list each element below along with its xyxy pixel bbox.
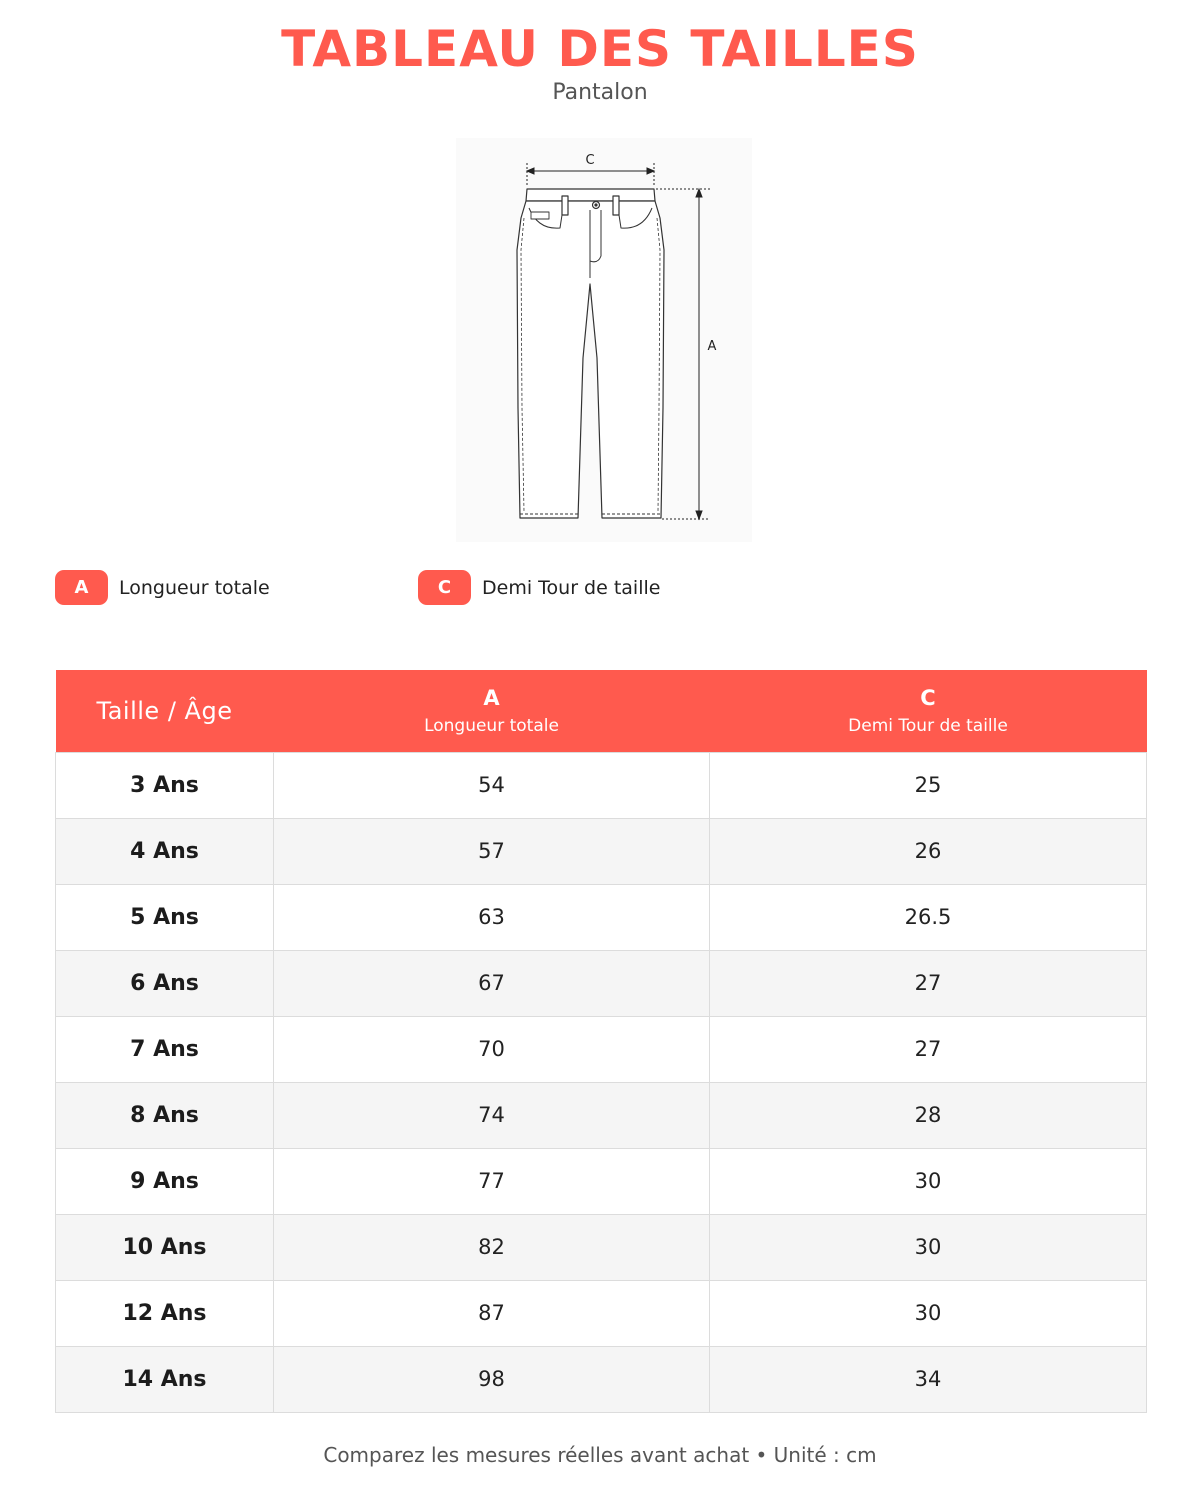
header-size-age: Taille / Âge (96, 696, 233, 725)
cell-size: 7 Ans (56, 1016, 274, 1082)
header-col-c-letter: C (920, 685, 936, 710)
table-row (56, 1214, 1147, 1280)
table-row (56, 1280, 1147, 1346)
page-title: TABLEAU DES TAILLES (281, 20, 919, 78)
size-table (55, 670, 1147, 1413)
cell-a: 98 (274, 1346, 710, 1412)
cell-c: 30 (710, 1148, 1147, 1214)
cell-size: 8 Ans (56, 1082, 274, 1148)
cell-a: 87 (274, 1280, 710, 1346)
footer-note: Comparez les mesures réelles avant achat • Unité : cm (323, 1443, 877, 1467)
cell-c: 34 (710, 1346, 1147, 1412)
table-row (56, 1148, 1147, 1214)
legend-badge-c: C (418, 570, 471, 605)
cell-a: 67 (274, 950, 710, 1016)
cell-size: 4 Ans (56, 818, 274, 884)
diagram-label-a: A (707, 339, 717, 354)
cell-c: 30 (710, 1280, 1147, 1346)
legend-label-a: Longueur totale (119, 576, 270, 599)
cell-c: 26 (710, 818, 1147, 884)
cell-size: 5 Ans (56, 884, 274, 950)
table-row (56, 950, 1147, 1016)
header-col-c-label: Demi Tour de taille (848, 715, 1008, 736)
cell-a: 74 (274, 1082, 710, 1148)
page-subtitle: Pantalon (552, 80, 648, 105)
pants-diagram (456, 138, 752, 542)
header-col-a (274, 670, 710, 752)
cell-size: 6 Ans (56, 950, 274, 1016)
header-col-a-label: Longueur totale (424, 715, 559, 736)
cell-c: 26.5 (710, 884, 1147, 950)
table-row (56, 752, 1147, 818)
table-row (56, 1346, 1147, 1412)
cell-a: 82 (274, 1214, 710, 1280)
cell-a: 57 (274, 818, 710, 884)
cell-size: 10 Ans (56, 1214, 274, 1280)
cell-size: 9 Ans (56, 1148, 274, 1214)
cell-a: 54 (274, 752, 710, 818)
header-col-c (710, 670, 1147, 752)
cell-size: 3 Ans (56, 752, 274, 818)
legend-badge-a: A (55, 570, 108, 605)
cell-a: 77 (274, 1148, 710, 1214)
cell-c: 27 (710, 950, 1147, 1016)
table-header-row (56, 670, 1147, 752)
diagram-label-c: C (585, 153, 595, 168)
cell-a: 70 (274, 1016, 710, 1082)
pants-icon (456, 138, 752, 542)
table-row (56, 1082, 1147, 1148)
table-row (56, 884, 1147, 950)
cell-a: 63 (274, 884, 710, 950)
cell-c: 28 (710, 1082, 1147, 1148)
legend-label-c: Demi Tour de taille (482, 576, 661, 599)
cell-c: 27 (710, 1016, 1147, 1082)
legend-item-c (418, 570, 660, 605)
table-row (56, 818, 1147, 884)
legend-item-a (55, 570, 270, 605)
cell-c: 25 (710, 752, 1147, 818)
table-row (56, 1016, 1147, 1082)
cell-size: 14 Ans (56, 1346, 274, 1412)
cell-c: 30 (710, 1214, 1147, 1280)
cell-size: 12 Ans (56, 1280, 274, 1346)
header-col-a-letter: A (483, 685, 500, 710)
